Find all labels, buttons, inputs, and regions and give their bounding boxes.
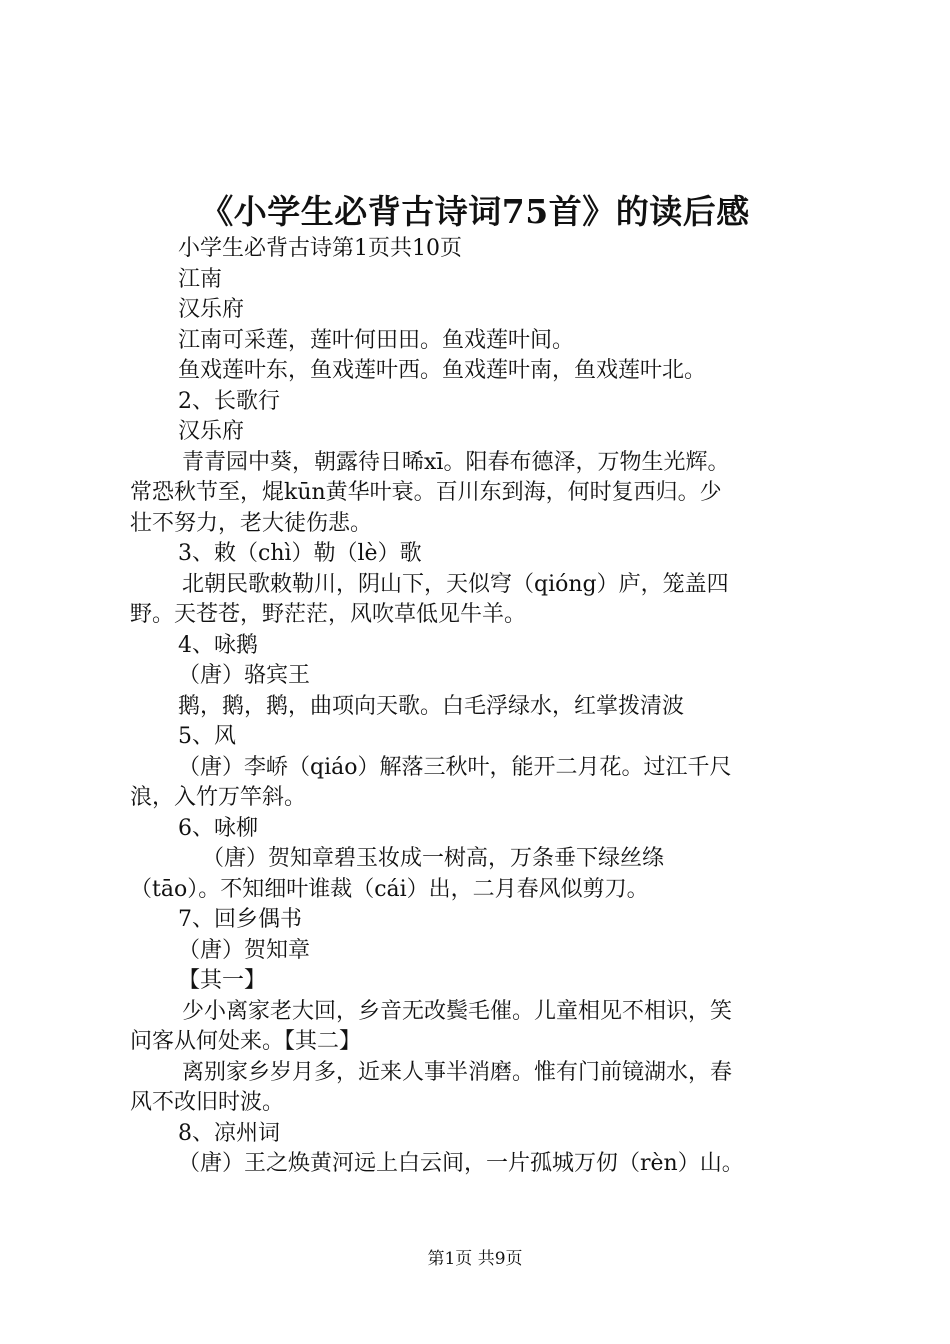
poem-title: 6、咏柳 (178, 815, 258, 841)
poem-line: 离别家乡岁月多，近来人事半消磨。惟有门前镜湖水，春 (182, 1059, 733, 1085)
poem-title: 7、回乡偶书 (178, 907, 302, 932)
poem-line: （唐）李峤（qiáo）解落三秋叶，能开二月花。过江千尺 (178, 754, 732, 780)
poem-line: 浪，入竹万竿斜。 (130, 785, 307, 810)
section-label: 【其一】 (178, 968, 267, 993)
poem-author: 汉乐府 (178, 419, 245, 444)
poem-line: 常恐秋节至，焜kūn黄华叶衰。百川东到海，何时复西归。少 (130, 480, 722, 505)
poem-author: （唐）骆宾王 (178, 663, 311, 688)
document-body (130, 234, 835, 1180)
poem-line: 江南可采莲，莲叶何田田。鱼戏莲叶间。 (178, 327, 575, 353)
poem-line: 壮不努力，老大徒伤悲。 (130, 510, 373, 536)
poem-line: 风不改旧时波。 (130, 1090, 285, 1115)
poem-title: 5、风 (178, 724, 236, 749)
poem-line: （唐）贺知章碧玉妆成一树高，万条垂下绿丝绦 (202, 846, 665, 871)
poem-line: （唐）王之焕黄河远上白云间，一片孤城万仞（rèn）山。 (178, 1151, 744, 1176)
poem-line: 少小离家老大回，乡音无改鬓毛催。儿童相见不相识，笑 (182, 998, 733, 1024)
poem-line: 鹅，鹅，鹅，曲项向天歌。白毛浮绿水，红掌拨清波 (178, 693, 685, 719)
page-footer: 第1页 共9页 (427, 1249, 523, 1269)
text-line: 小学生必背古诗第1页共10页 (178, 236, 462, 261)
poem-title: 3、敕（chì）勒（lè）歌 (178, 541, 422, 566)
poem-line: 青青园中葵，朝露待日晞xī。阳春布德泽，万物生光辉。 (182, 449, 730, 475)
document-title: 《小学生必背古诗词75首》的读后感 (200, 192, 750, 231)
poem-author: （唐）贺知章 (178, 937, 311, 963)
poem-title: 4、咏鹅 (178, 632, 258, 658)
poem-line: （tāo）。不知细叶谁裁（cái）出，二月春风似剪刀。 (130, 876, 649, 902)
poem-line: 北朝民歌敕勒川，阴山下，天似穹（qióng）庐，笼盖四 (182, 571, 729, 597)
poem-title: 8、凉州词 (178, 1120, 280, 1146)
poem-title: 2、长歌行 (178, 388, 280, 414)
poem-line: 野。天苍苍，野茫茫，风吹草低见牛羊。 (130, 602, 527, 627)
poem-title: 江南 (178, 266, 223, 292)
poem-author: 汉乐府 (178, 297, 245, 322)
poem-line: 鱼戏莲叶东，鱼戏莲叶西。鱼戏莲叶南，鱼戏莲叶北。 (178, 358, 707, 383)
poem-line: 问客从何处来。【其二】 (130, 1029, 362, 1054)
